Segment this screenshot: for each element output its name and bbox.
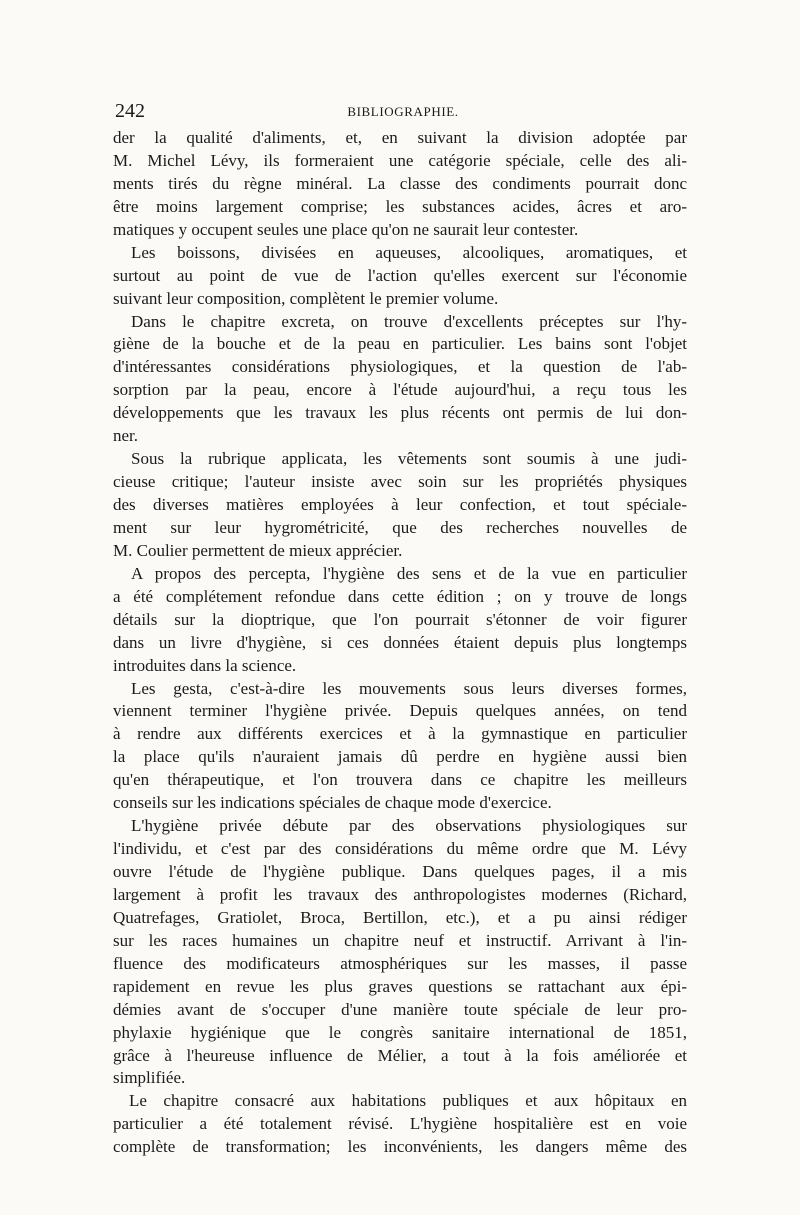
text-line: l'individu, et c'est par des considérations du même ordre que M. Lévy: [113, 839, 687, 859]
text-line: rapidement en revue les plus graves questions se rattachant aux épi-: [113, 976, 687, 996]
text-line: grâce à l'heureuse influence de Mélier, a tout à la fois améliorée et: [113, 1045, 687, 1065]
text-line: ner.: [113, 426, 139, 446]
text-line: viennent terminer l'hygiène privée. Depuis quelques années, on tend: [113, 701, 687, 721]
text-line: Dans le chapitre excreta, on trouve d'excellents préceptes sur l'hy-: [131, 311, 687, 331]
text-line: suivant leur composition, complètent le premier volume.: [113, 288, 499, 308]
text-line: à rendre aux différents exercices et à la gymnastique en particulier: [113, 724, 687, 744]
text-line: être moins largement comprise; les substances acides, âcres et aro-: [113, 196, 687, 216]
text-line: ments tirés du règne minéral. La classe des condiments pourrait donc: [113, 173, 687, 193]
text-line: fluence des modificateurs atmosphériques sur les masses, il passe: [113, 953, 687, 973]
text-line: des diverses matières employées à leur confection, et tout spéciale-: [113, 495, 687, 514]
text-line: Sous la rubrique applicata, les vêtements sont soumis à une judi-: [131, 449, 687, 469]
text-line: cieuse critique; l'auteur insiste avec soin sur les propriétés physiques: [113, 472, 687, 492]
text-line: d'intéressantes considérations physiologiques, et la question de l'ab-: [113, 357, 687, 377]
body-text: [113, 127, 687, 1159]
text-line: simplifiée.: [113, 1068, 186, 1088]
text-line: dans un livre d'hygiène, si ces données étaient depuis plus longtemps: [113, 632, 687, 652]
text-line: particulier a été totalement révisé. L'hygiène hospitalière est en voie: [113, 1114, 687, 1134]
text-line: Quatrefages, Gratiolet, Broca, Bertillon, etc.), et a pu ainsi rédiger: [113, 907, 687, 927]
text-line: surtout au point de vue de l'action qu'elles exercent sur l'économie: [113, 265, 687, 285]
text-line: démies avant de s'occuper d'une manière toute spéciale de leur pro-: [113, 999, 687, 1019]
text-line: giène de la bouche et de la peau en particulier. Les bains sont l'objet: [113, 334, 687, 354]
text-line: sur les races humaines un chapitre neuf et instructif. Arrivant à l'in-: [113, 930, 687, 950]
text-line: matiques y occupent seules une place qu'on ne saurait leur contester.: [113, 219, 579, 239]
text-line: Les boissons, divisées en aqueuses, alcooliques, aromatiques, et: [131, 242, 687, 262]
text-line: phylaxie hygiénique que le congrès sanitaire international de 1851,: [113, 1022, 687, 1042]
text-line: A propos des percepta, l'hygiène des sens et de la vue en particulier: [131, 563, 687, 583]
text-line: développements que les travaux les plus récents ont permis de lui don-: [113, 403, 687, 423]
text-line: la place qu'ils n'auraient jamais dû perdre en hygiène aussi bien: [113, 747, 687, 767]
text-line: détails sur la dioptrique, que l'on pourrait s'étonner de voir figurer: [113, 609, 687, 629]
text-line: introduites dans la science.: [113, 655, 297, 675]
text-line: conseils sur les indications spéciales de chaque mode d'exercice.: [113, 793, 552, 813]
text-line: qu'en thérapeutique, et l'on trouvera dans ce chapitre les meilleurs: [113, 770, 687, 790]
text-line: a été complétement refondue dans cette édition ; on y trouve de longs: [113, 586, 687, 606]
text-line: ouvre l'étude de l'hygiène publique. Dans quelques pages, il a mis: [113, 862, 687, 881]
text-line: largement à profit les travaux des anthropologistes modernes (Richard,: [113, 884, 687, 904]
text-line: M. Michel Lévy, ils formeraient une catégorie spéciale, celle des ali-: [113, 150, 687, 170]
text-line: complète de transformation; les inconvénients, les dangers même des: [113, 1137, 687, 1157]
text-line: M. Coulier permettent de mieux apprécier.: [113, 540, 403, 560]
text-line: Le chapitre consacré aux habitations publiques et aux hôpitaux en: [129, 1091, 687, 1111]
text-line: der la qualité d'aliments, et, en suivant la division adoptée par: [113, 128, 687, 147]
text-line: ment sur leur hygrométricité, que des recherches nouvelles de: [113, 517, 687, 537]
text-line: sorption par la peau, encore à l'étude aujourd'hui, a reçu tous les: [113, 380, 687, 400]
text-line: L'hygiène privée débute par des observations physiologiques sur: [131, 816, 687, 836]
page-header: [115, 100, 687, 124]
text-line: Les gesta, c'est-à-dire les mouvements sous leurs diverses formes,: [131, 678, 687, 698]
running-title: BIBLIOGRAPHIE.: [347, 104, 459, 119]
page-number: 242: [115, 100, 145, 122]
